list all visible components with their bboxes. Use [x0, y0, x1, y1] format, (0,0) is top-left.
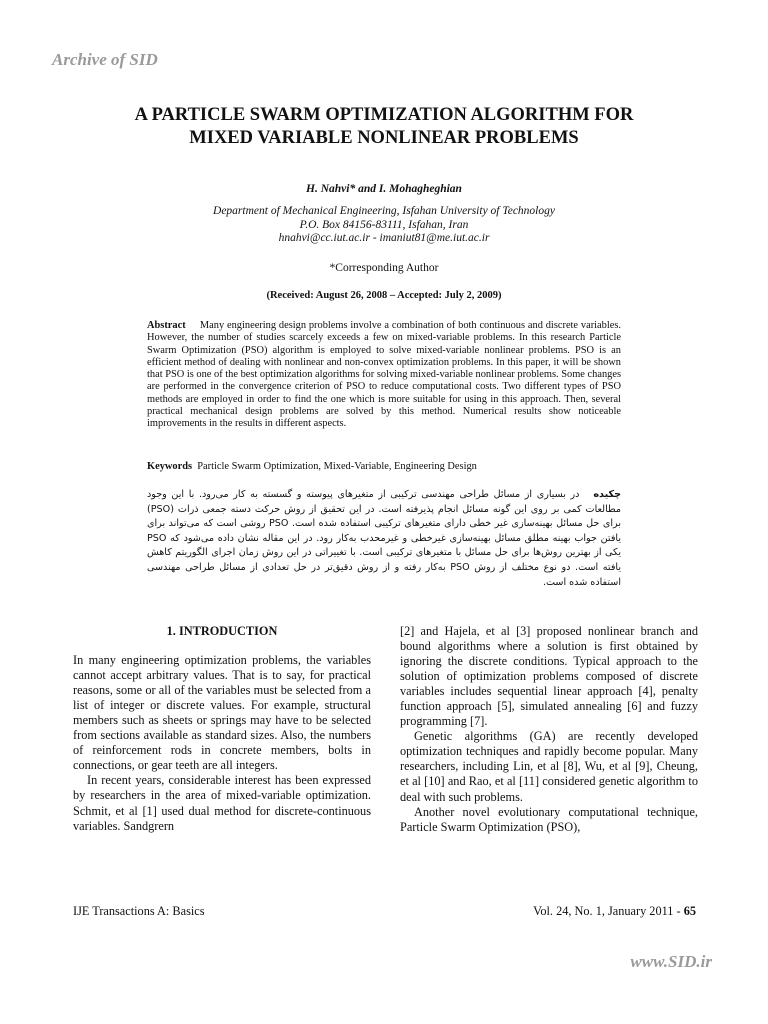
watermark-bottom: www.SID.ir [630, 952, 712, 971]
paragraph: Another novel evolutionary computational technique, Particle Swarm Optimization (PSO), [400, 804, 698, 834]
paragraph: In recent years, considerable interest has been expressed by researchers in the area of mixed-variable optimization. Schmit, et al [1] used dual method for discrete-continuous variables. Sandgrern [73, 773, 371, 833]
authors: H. Nahvi* and I. Mohagheghian [306, 183, 462, 195]
affiliation-emails: hnahvi@cc.iut.ac.ir - imaniut81@me.iut.ac.ir [278, 232, 490, 244]
abstract-label: Abstract [147, 320, 186, 331]
received-dates: (Received: August 26, 2008 – Accepted: July 2, 2009) [266, 290, 502, 301]
footer-journal: IJE Transactions A: Basics [73, 904, 205, 918]
title-line-2: MIXED VARIABLE NONLINEAR PROBLEMS [189, 128, 579, 148]
keywords-label: Keywords [147, 461, 193, 472]
footer-volume-text: Vol. 24, No. 1, January 2011 - [533, 904, 681, 918]
left-column [73, 624, 371, 834]
abstract-text: Many engineering design problems involve a combination of both continuous and discrete variables. However, the number of studies scarcely exceeds a few on mixed-variable problems. In this research Particle Swarm Optimization (PSO) algorithm is employed to solve mixed-variable nonlinear problems. PSO is an efficient method of dealing with nonlinear and non-convex optimization problems. In this paper, it will be shown that PSO is one of the best optimization algorithms for solving mixed-variable nonlinear problems. Some changes are performed in the convergence criterion of PSO to reduce computational costs. Two different types of PSO methods are employed in order to find the one which is more suitable for using in this approach. Then, several practical mechanical design problems are solved by this method. Numerical results show noticeable improvements in the results in different aspects. [147, 320, 621, 430]
persian-abstract-label: چکیده [593, 489, 621, 500]
corresponding-author: *Corresponding Author [329, 262, 439, 274]
paragraph: Genetic algorithms (GA) are recently developed optimization techniques and rapidly become popular. Many researchers, including Lin, et al [8], Wu, et al [9], Cheung, et al [10] and Rao, et al [11] considered genetic algorithm to deal with such problems. [400, 729, 698, 804]
affiliation [0, 205, 768, 246]
watermark-top: Archive of SID [52, 50, 158, 69]
paragraph: [2] and Hajela, et al [3] proposed nonlinear branch and bound algorithms where a solution is first obtained by ignoring the discrete conditions. Typical approach to the solution of optimization problems composed of discrete variables includes sequential linear approach [4], penalty function approach [5], simulated annealing [6] and fuzzy programming [7]. [400, 624, 698, 729]
section-heading: 1. INTRODUCTION [166, 624, 278, 638]
footer-volume [533, 904, 696, 919]
persian-abstract [147, 488, 621, 590]
title-line-1: A PARTICLE SWARM OPTIMIZATION ALGORITHM FOR [134, 105, 634, 125]
keywords [147, 461, 621, 472]
paper-title [60, 104, 708, 150]
affiliation-department: Department of Mechanical Engineering, Isfahan University of Technology [213, 205, 555, 217]
keywords-text: Particle Swarm Optimization, Mixed-Variable, Engineering Design [197, 461, 477, 472]
right-column [400, 624, 698, 835]
page-number: 65 [683, 904, 696, 918]
affiliation-address: P.O. Box 84156-83111, Isfahan, Iran [299, 218, 469, 231]
abstract [147, 320, 621, 431]
persian-abstract-text: در بسیاری از مسائل طراحی مهندسی ترکیبی از متغیرهای پیوسته و گسسته به کار می‌رود. با این وجود مطالعات کمی بر روی این گونه مسائل انجام پذیرفته است. در این تحقیق از روش حرکت دسته جمعی ذرات (PSO) برای حل مسائل بهینه‌سازی غیر خطی دارای متغیرهای ترکیبی استفاده شده است. PSO روشی است که می‌تواند برای یافتن جواب بهینه مطلق مسائل بهینه‌سازی غیرخطی و غیرمحدب به‌کار رود. در این مقاله نشان داده می‌شود که PSO یکی از بهترین روش‌ها برای حل مسائل با متغیرهای ترکیبی است. با تغییراتی در این روش زمان اجرای الگوریتم کاهش یافته است. دو نوع مختلف از روش PSO به‌کار رفته و از روش دقیق‌تر در حل تعدادی از مسائل طراحی مهندسی استفاده شده است. [147, 489, 622, 588]
paragraph: In many engineering optimization problems, the variables cannot accept arbitrary values. That is to say, for practical reasons, some or all of the variables must be selected from a list of integer or discrete values. For example, structural members such as sheets or springs may have to be selected from sections available as standard sizes. Also, the numbers of reinforcement rods in concrete members, bolts in connections, or gear teeth are all integers. [73, 653, 371, 773]
